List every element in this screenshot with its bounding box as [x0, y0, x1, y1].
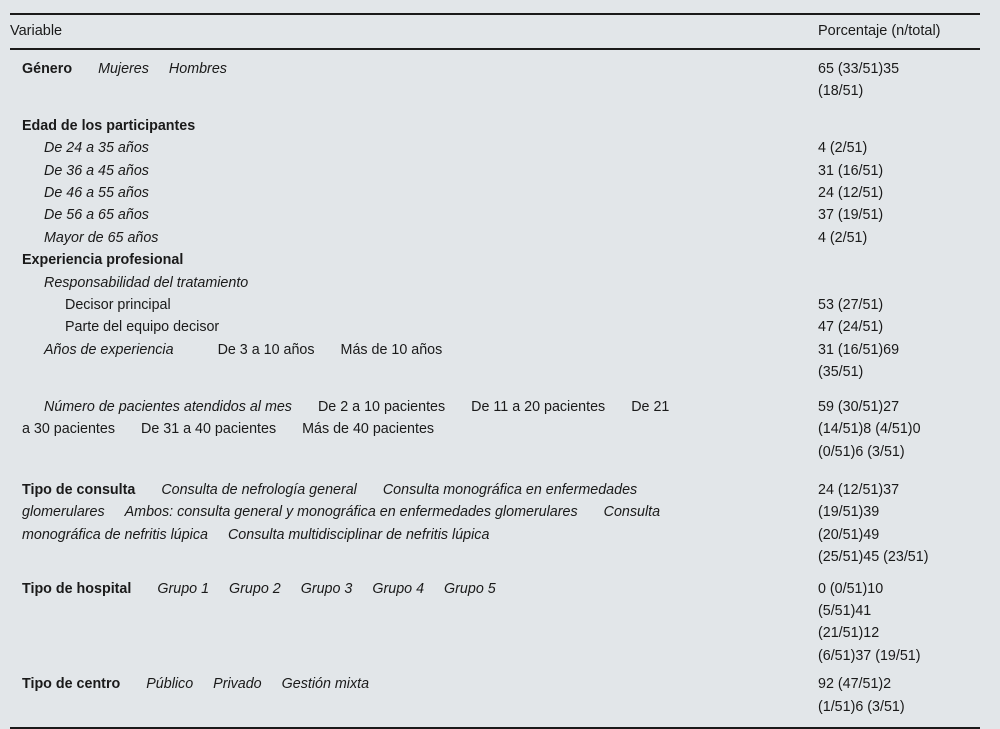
tipo-hospital-option-3: Grupo 3	[300, 580, 353, 597]
row-label-edad-46-55	[10, 182, 818, 204]
genero-option-hombres: Hombres	[168, 61, 227, 77]
row-label-experiencia-header	[10, 249, 818, 271]
row-value-numero-pacientes	[818, 396, 980, 463]
row-value-edad-24-35	[818, 137, 980, 159]
header-cell-percentage: Porcentaje (n/total)	[818, 23, 941, 39]
value-line: (25/51)45 (23/51)	[818, 549, 929, 566]
row-gap	[10, 463, 980, 479]
row-label-edad-24-35	[10, 137, 818, 159]
value-line: (0/51)6 (3/51)	[818, 443, 905, 460]
numero-pacientes-option-5: Más de 40 pacientes	[302, 421, 435, 438]
value-line: 59 (30/51)27	[818, 398, 900, 415]
table-row	[10, 272, 980, 294]
numero-pacientes-option-1: De 2 a 10 pacientes	[317, 398, 446, 415]
value-line: 53 (27/51)	[818, 297, 884, 314]
numero-pacientes-line-2	[10, 418, 812, 440]
value-line: (5/51)41	[818, 602, 872, 619]
table-row	[10, 182, 980, 204]
experiencia-header-label: Experiencia profesional	[22, 252, 184, 269]
table-row	[10, 249, 980, 271]
edad-36-45-label: De 36 a 45 años	[44, 162, 149, 179]
row-label-edad-56-65	[10, 204, 818, 226]
tipo-hospital-option-2: Grupo 2	[229, 580, 281, 597]
numero-pacientes-option-3-tail: a 30 pacientes	[22, 421, 115, 438]
table-row	[10, 160, 980, 182]
table-row	[10, 396, 980, 463]
tipo-hospital-label: Tipo de hospital	[22, 580, 132, 597]
table-row	[10, 204, 980, 226]
numero-pacientes-option-3-head: De 21	[631, 398, 670, 415]
numero-pacientes-line-1	[10, 396, 812, 418]
row-label-responsabilidad	[10, 272, 818, 294]
edad-mayor-65-label: Mayor de 65 años	[44, 229, 159, 246]
value-line: (19/51)39	[818, 504, 880, 521]
value-line: (18/51)	[818, 83, 864, 100]
row-label-decisor-principal	[10, 294, 818, 316]
value-line: 24 (12/51)	[818, 185, 884, 202]
characteristics-table	[10, 13, 980, 729]
row-value-anos-experiencia	[818, 339, 980, 384]
value-line: (1/51)6 (3/51)	[818, 698, 905, 715]
table-row	[10, 479, 980, 569]
value-line: (20/51)49	[818, 526, 880, 543]
row-value-tipo-hospital	[818, 578, 980, 668]
row-gap	[10, 384, 980, 396]
value-line: 4 (2/51)	[818, 229, 868, 246]
tipo-centro-option-3: Gestión mixta	[281, 676, 370, 693]
value-line: 47 (24/51)	[818, 319, 884, 336]
tipo-hospital-option-1: Grupo 1	[157, 580, 210, 597]
value-line: (35/51)	[818, 364, 864, 381]
row-label-edad-mayor-65	[10, 227, 818, 249]
table-row	[10, 227, 980, 249]
value-line: 65 (33/51)35	[818, 61, 900, 77]
row-value-parte-equipo-decisor	[818, 316, 980, 338]
row-label-anos-experiencia	[10, 339, 818, 361]
table-row	[10, 294, 980, 316]
tipo-consulta-option-1: Consulta de nefrología general	[161, 481, 357, 498]
tipo-consulta-option-2-head: Consulta monográfica en enfermedades	[382, 481, 638, 498]
edad-46-55-label: De 46 a 55 años	[44, 185, 149, 202]
numero-pacientes-label: Número de pacientes atendidos al mes	[44, 398, 292, 415]
row-value-tipo-consulta	[818, 479, 980, 569]
tipo-consulta-option-5: Consulta multidisciplinar de nefritis lúpica	[227, 526, 490, 543]
table-row	[10, 115, 980, 137]
table-row	[10, 673, 980, 718]
tipo-consulta-line-1	[10, 479, 812, 501]
table-row	[10, 137, 980, 159]
edad-header-label: Edad de los participantes	[22, 117, 196, 134]
tipo-consulta-option-4-head: Consulta	[603, 504, 661, 521]
tipo-consulta-option-3: Ambos: consulta general y monográfica en enfermedades glomerulares	[124, 504, 578, 521]
tipo-consulta-label: Tipo de consulta	[22, 481, 136, 498]
table-header-row	[10, 15, 980, 48]
row-label-edad-36-45	[10, 160, 818, 182]
row-label-numero-pacientes	[10, 396, 818, 441]
value-line: 31 (16/51)	[818, 162, 884, 179]
value-line: 24 (12/51)37	[818, 481, 900, 498]
anos-experiencia-label: Años de experiencia	[44, 341, 174, 358]
row-value-genero	[818, 50, 980, 103]
row-gap	[10, 718, 980, 727]
anos-experiencia-option-1: De 3 a 10 años	[217, 341, 315, 358]
value-line: (6/51)37 (19/51)	[818, 647, 921, 664]
tipo-centro-option-1: Público	[146, 676, 194, 693]
row-value-tipo-centro	[818, 673, 980, 718]
row-value-edad-36-45	[818, 160, 980, 182]
tipo-consulta-line-3	[10, 524, 812, 546]
value-line: (14/51)8 (4/51)0	[818, 421, 921, 438]
row-value-decisor-principal	[818, 294, 980, 316]
value-line: 0 (0/51)10	[818, 580, 884, 597]
row-label-tipo-hospital	[10, 578, 818, 600]
table-row	[10, 50, 980, 103]
anos-experiencia-option-2: Más de 10 años	[340, 341, 443, 358]
responsabilidad-label: Responsabilidad del tratamiento	[44, 274, 249, 291]
row-label-edad-header	[10, 115, 818, 137]
tipo-hospital-option-4: Grupo 4	[372, 580, 425, 597]
tipo-consulta-option-2-tail: glomerulares	[22, 504, 105, 521]
tipo-consulta-line-2	[10, 501, 812, 523]
tipo-hospital-option-5: Grupo 5	[444, 580, 496, 597]
value-line: 4 (2/51)	[818, 140, 868, 157]
numero-pacientes-option-2: De 11 a 20 pacientes	[471, 398, 606, 415]
table-row	[10, 316, 980, 338]
row-value-edad-46-55	[818, 182, 980, 204]
tipo-centro-label: Tipo de centro	[22, 676, 121, 693]
genero-label: Género	[22, 61, 73, 77]
row-value-edad-mayor-65	[818, 227, 980, 249]
value-line: (21/51)12	[818, 625, 880, 642]
row-label-genero	[10, 50, 818, 80]
row-value-edad-56-65	[818, 204, 980, 226]
edad-56-65-label: De 56 a 65 años	[44, 207, 149, 224]
row-label-tipo-centro	[10, 673, 818, 695]
table-row	[10, 339, 980, 384]
value-line: 92 (47/51)2	[818, 676, 892, 693]
decisor-principal-label: Decisor principal	[65, 297, 171, 314]
row-label-parte-equipo-decisor	[10, 316, 818, 338]
value-line: 37 (19/51)	[818, 207, 884, 224]
tipo-centro-option-2: Privado	[213, 676, 262, 693]
genero-option-mujeres: Mujeres	[98, 61, 149, 77]
row-gap	[10, 569, 980, 578]
tipo-consulta-option-4-tail: monográfica de nefritis lúpica	[22, 526, 208, 543]
edad-24-35-label: De 24 a 35 años	[44, 140, 149, 157]
table-row	[10, 578, 980, 668]
row-gap	[10, 103, 980, 115]
parte-equipo-decisor-label: Parte del equipo decisor	[65, 319, 220, 336]
numero-pacientes-option-4: De 31 a 40 pacientes	[141, 421, 277, 438]
row-label-tipo-consulta	[10, 479, 818, 546]
value-line: 31 (16/51)69	[818, 341, 900, 358]
header-cell-variable: Variable	[10, 23, 63, 39]
